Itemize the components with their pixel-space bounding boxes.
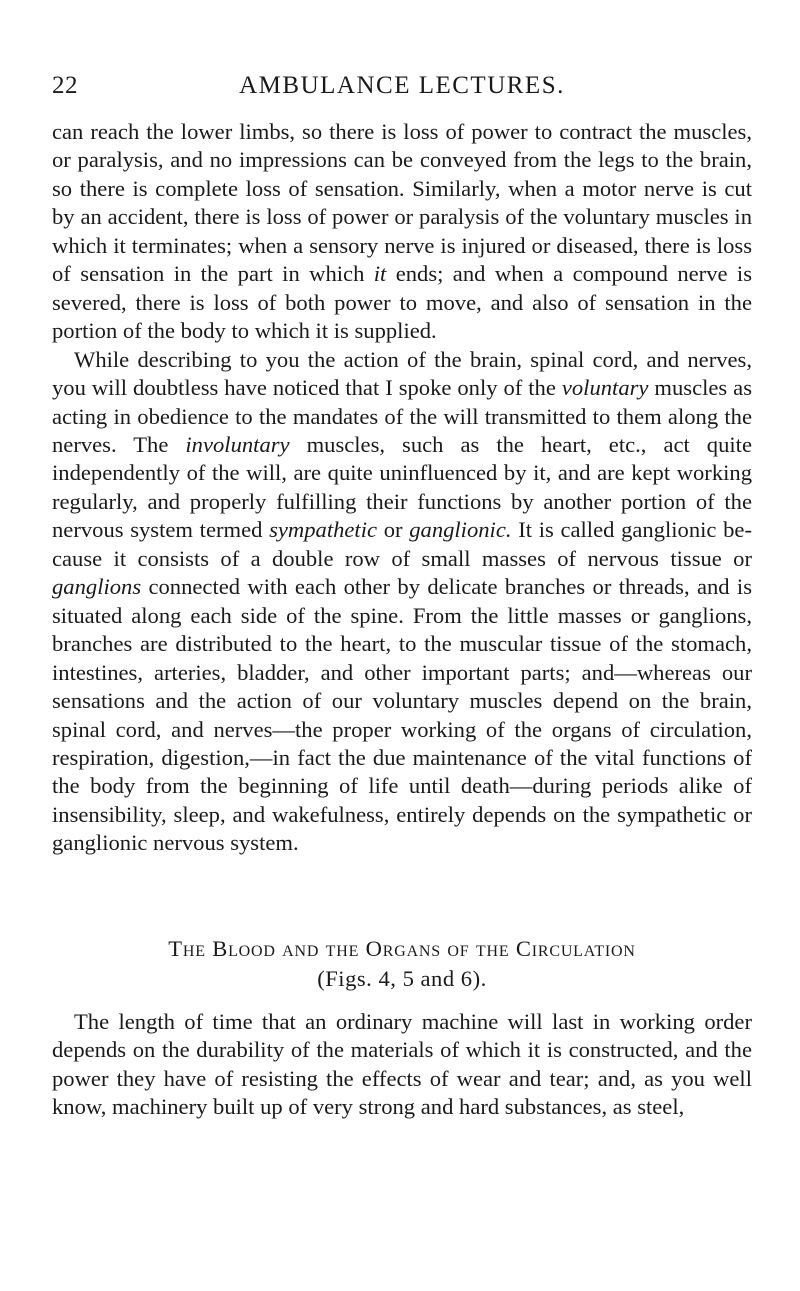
paragraph-2-text-or: or bbox=[377, 517, 410, 543]
paragraph-2-italic-involuntary: involuntary bbox=[185, 431, 290, 457]
body-text bbox=[52, 118, 752, 858]
paragraph-2-text-a: While describing to you the action of the brain, spinal cord, and nerves, you will doubtless have noticed that I spoke only of the bbox=[52, 346, 752, 401]
paragraph-2-italic-ganglions: ganglions bbox=[52, 574, 142, 600]
paragraph-2-italic-voluntary: voluntary bbox=[561, 375, 649, 401]
section-heading bbox=[52, 934, 752, 994]
paragraph-3: The length of time that an ordinary machine will last in working order depends on the durability of the materials of which it is constructed, and the power they have of resisting the effects of wear and tear; and, as you well know, machinery built up of very strong and hard substances, as steel, bbox=[52, 1009, 752, 1120]
paragraph-1 bbox=[52, 118, 752, 346]
paragraph-2-italic-ganglionic: ganglionic. bbox=[409, 517, 512, 543]
paragraph-2-text-d: It is called ganglionic because it consists of a double row of small masses of nervous tissue or bbox=[52, 517, 752, 571]
paragraph-2-text-c: muscles, such as the heart, etc., act quite independently of the will, are quite uninfluenced by it, and are kept working regularly, and properly fulfilling their functions by another portion of the nervous system termed bbox=[52, 431, 752, 543]
body-text-section bbox=[52, 1008, 752, 1122]
section-heading-title: The Blood and the Organs of the Circulation bbox=[168, 936, 636, 961]
paragraph-2-text-b: muscles as acting in obedience to the mandates of the will transmitted to them along the nerves. The bbox=[52, 375, 752, 457]
paragraph-2-text-e: connected with each other by delicate branches or threads, and is situated along each side of the spine. From the little masses or ganglions, branches are distributed to the heart, to the muscular tissue of the stomach, intestines, arteries, bladder, and other important parts; and—whereas our sensations and the action of our voluntary muscles depend on the brain, spinal cord, and nerves—the proper working of the organs of circulation, respiration, digestion,—in fact the due maintenance of the vital functions of the body from the beginning of life until death—during periods alike of insensibility, sleep, and wakefulness, entirely depends on the sympathetic or ganglionic nervous system. bbox=[52, 574, 752, 856]
paragraph-1-italic-it: it bbox=[373, 261, 387, 287]
paragraph-1-text-a: can reach the lower limbs, so there is loss of power to contract the muscles, or paralysis, and no impressions can be conveyed from the legs to the brain, so there is complete loss of sensation. Similarly, when a motor nerve is cut by an accident, there is loss of power or paralysis of the voluntary muscles in which it terminates; when a sensory nerve is injured or diseased, there is loss of sensation in the part in which bbox=[52, 119, 752, 287]
paragraph-2 bbox=[52, 346, 752, 858]
paragraph-2-italic-sympathetic: sympathetic bbox=[269, 517, 378, 543]
page-number: 22 bbox=[52, 72, 78, 99]
section-heading-subtitle: (Figs. 4, 5 and 6). bbox=[317, 966, 487, 991]
running-title: AMBULANCE LECTURES. bbox=[239, 72, 565, 99]
paragraph-1-text-b: ends; and when a compound nerve is severed, there is loss of both power to move, and also of sensation in the portion of the body to which it is supplied. bbox=[52, 261, 752, 344]
running-head bbox=[52, 72, 752, 102]
